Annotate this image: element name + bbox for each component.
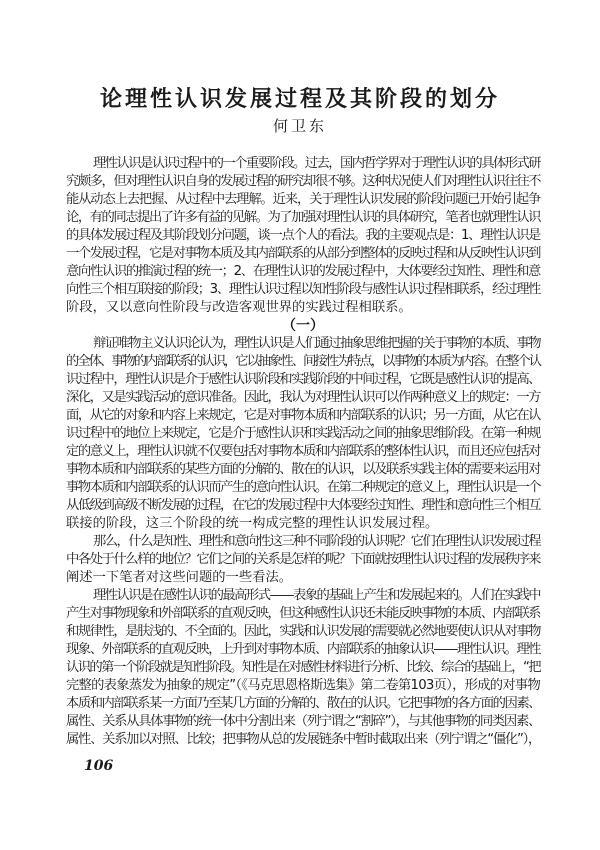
text-line: 究颇多，但对理性认识自身的发展过程的研究却很不够。这种状况使人们对理性认识往往不 (66, 174, 540, 189)
paragraph (66, 155, 540, 317)
text-line: 事物本质和内部联系的某些方面的分解的、散在的认识，以及联系实践主体的需要来运用对 (66, 462, 540, 477)
text-line: 定的意义上，理性认识就不仅要包括对事物本质和内部联系的整体性认识，而且还应包括对 (66, 444, 540, 459)
text-line: 向性三个相互联接的阶段；3、理性认识过程以知性阶段与感性认识过程相联系，经过理性 (66, 282, 540, 297)
text-line: 识过程中，理性认识是介于感性认识阶段和实践阶段的中间过程，它既是感性认识的提高、 (66, 372, 540, 387)
text-line: 识过程中的地位上来规定，它是介于感性认识和实践活动之间的抽象思维阶段。在第一种规 (66, 426, 540, 441)
text-line: 论，有的同志提出了许多有益的见解。为了加强对理性认识的具体研究，笔者也就理性认识 (66, 210, 540, 225)
text-line: 和规律性，是肤浅的、不全面的。因此，实践和认识发展的需要就必然地要使认识从对事物 (66, 624, 540, 639)
text-line: 的全体、事物的内部联系的认识，它以抽象性、间接性为特点，以事物的本质为内容。在整个认 (66, 354, 540, 369)
article-title: 论理性认识发展过程及其阶段的划分 (99, 86, 500, 112)
text-line: 深化，又是实践活动的意识准备。因此，我认为对理性认识可以作两种意义上的规定：一方 (66, 390, 540, 405)
text-line: 联接的阶段，这三个阶段的统一构成完整的理性认识发展过程。 (66, 516, 439, 531)
paragraph (66, 587, 540, 749)
text-line: 现象、外部联系的直观反映，上升到对事物本质、内部联系的抽象认识——理性认识。理性 (66, 642, 540, 657)
text-line: 辩证唯物主义认识论认为，理性认识是人们通过抽象思维把握的关于事物的本质、事物 (93, 336, 540, 351)
article-body (66, 155, 540, 749)
text-line: 能从动态上去把握、从过程中去理解。近来，关于理性认识发展的阶段问题已开始引起争 (66, 192, 540, 207)
text-line: 属性、关系加以对照、比较；把事物从总的发展链条中暂时截取出来（列宁谓之“僵化”）， (66, 732, 540, 747)
text-line: 的具体发展过程及其阶段划分问题，谈一点个人的看法。我的主要观点是：1、理性认识是 (66, 228, 540, 243)
section-heading: （一） (282, 318, 324, 334)
text-line: 理性认识是在感性认识的最高形式——表象的基础上产生和发展起来的。人们在实践中 (93, 588, 540, 603)
text-line: 属性、关系从具体事物的统一体中分割出来（列宁谓之“割碎”），与其他事物的同类因素、 (66, 714, 540, 729)
text-line: 意向性认识的推演过程的统一；2、在理性认识的发展过程中，大体要经过知性、理性和意 (66, 264, 540, 279)
text-line: 阶段，又以意向性阶段与改造客观世界的实践过程相联系。 (66, 300, 412, 315)
article-author: 何卫东 (272, 117, 327, 135)
text-line: 产生对事物现象和外部联系的直观反映，但这种感性认识还未能反映事物的本质、内部联系 (66, 606, 540, 621)
text-line: 一个发展过程，它是对事物本质及其内部联系的从部分到整体的反映过程和从反映性认识到 (66, 246, 540, 261)
text-line: 认识的第一个阶段就是知性阶段。知性是在对感性材料进行分析、比较、综合的基础上，“把 (66, 660, 540, 675)
paragraph (66, 533, 540, 587)
paragraph (66, 335, 540, 533)
text-line: 阐述一下笔者对这些问题的一些看法。 (66, 570, 293, 585)
text-line: 理性认识是认识过程中的一个重要阶段。过去，国内哲学界对于理性认识的具体形式研 (93, 156, 540, 171)
text-line: 事物本质和内部联系的认识而产生的意向性认识。在第二种规定的意义上，理性认识是一个 (66, 480, 540, 495)
text-line: 本质和内部联系某一方面乃至某几方面的分解的、散在的认识。它把事物的各方面的因素、 (66, 696, 540, 711)
text-line: 完整的表象蒸发为抽象的规定”（《马克思恩格斯选集》第二卷第103页），形成的对事物 (66, 678, 540, 693)
page-number: 106 (84, 758, 114, 774)
text-line: 中各处于什么样的地位？它们之间的关系是怎样的呢？下面就按理性认识过程的发展秩序来 (66, 552, 540, 567)
text-line: 那么，什么是知性、理性和意向性这三种不同阶段的认识呢？它们在理性认识发展过程 (93, 534, 540, 549)
text-line: 从低级到高级不断发展的过程，在它的发展过程中大体要经过知性、理性和意向性三个相互 (66, 498, 540, 513)
text-line: 面，从它的对象和内容上来规定，它是对事物本质和内部联系的认识；另一方面，从它在认 (66, 408, 540, 423)
